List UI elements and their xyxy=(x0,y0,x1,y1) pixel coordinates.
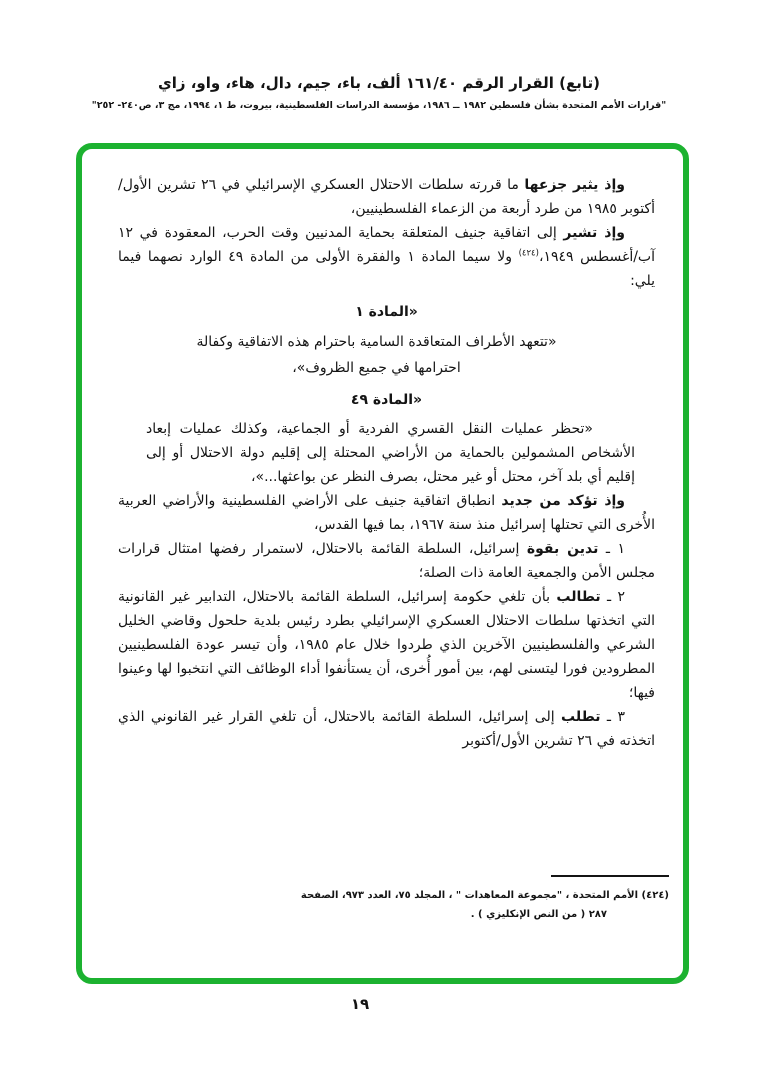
text-run: ما قررته سلطات الاحتلال العسكري الإسرائيلي في ٢٦ تشرين الأول/أكتوبر ١٩٨٥ من طرد أربعة من الزعماء الفلسطينيين، xyxy=(118,177,655,217)
document-title: (تابع) القرار الرقم ١٦١/٤٠ ألف، باء، جيم، دال، هاء، واو، زاي xyxy=(157,74,601,92)
article-49-heading xyxy=(118,388,655,412)
footnote-reference: (٤٢٤) xyxy=(518,248,539,259)
footnote-text-line1: (٤٢٤) الأمم المتحدة ، "مجموعة المعاهدات " ، المجلد ٧٥، العدد ٩٧٣، الصفحة xyxy=(300,890,669,901)
operative-paragraph-2 xyxy=(118,585,655,705)
content-frame xyxy=(76,143,689,984)
text-run: ١ ـ xyxy=(598,541,625,557)
paragraph-reaffirming xyxy=(118,489,655,537)
article-1-quote xyxy=(173,329,580,381)
paragraph-recalling-geneva xyxy=(118,221,655,293)
bold-phrase: «المادة ١ xyxy=(355,304,418,320)
text-run: انطباق اتفاقية جنيف على الأراضي الفلسطينية والأراضي العربية الأُخرى التي تحتلها إسرائيل منذ سنة ١٩٦٧، بما فيها القدس، xyxy=(118,493,655,533)
text-run: ولا سيما المادة ١ والفقرة الأولى من المادة ٤٩ الوارد نصهما فيما يلي: xyxy=(118,249,655,289)
bold-phrase: «المادة ٤٩ xyxy=(350,392,423,408)
footnote-text-line2: ٢٨٧ ( من النص الإنكليزي ) . xyxy=(470,909,607,920)
operative-paragraph-1 xyxy=(118,537,655,585)
footnote-separator-rule xyxy=(551,875,669,877)
bold-phrase: تطلب xyxy=(561,709,601,725)
operative-paragraph-3 xyxy=(118,705,655,753)
page-number: ١٩ xyxy=(350,995,370,1013)
text-run: بأن تلغي حكومة إسرائيل، السلطة القائمة بالاحتلال، التدابير غير القانونية التي اتخذتها سلطات الاحتلال العسكري الإسرائيلي بطرد رئيس بلدية حلحول وقاضي الخليل الشرعي والفلسطينيين الآخرين الذي طردوا خلال عام ١٩٨٥، وأن تيسر عودة الفلسطينيين المطرودين فورا ليتسنى لهم، بين أمور أُخرى، أن يستأنفوا أداء الوظائف التي انتخبوا لها وعينوا فيها؛ xyxy=(118,589,655,701)
document-body xyxy=(118,173,655,753)
document-source-citation: "قرارات الأمم المتحدة بشأن فلسطين ١٩٨٢ ــ ١٩٨٦، مؤسسة الدراسات الفلسطينية، بيروت، ط ١، ١٩٩٤، مج ٣، ص٢٤٠- ٢٥٢" xyxy=(91,100,667,111)
footnote xyxy=(122,875,669,924)
bold-phrase: تدين بقوة xyxy=(526,541,599,557)
document-header xyxy=(0,74,758,111)
text-run: «تتعهد الأطراف المتعاقدة السامية باحترام هذه الاتفاقية وكفالة احترامها في جميع الظروف»، xyxy=(196,334,557,376)
paragraph-alarmed xyxy=(118,173,655,221)
bold-phrase: وإذ تؤكد من جديد xyxy=(501,493,626,509)
text-run: إسرائيل، السلطة القائمة بالاحتلال، لاستمرار رفضها امتثال قرارات مجلس الأمن والجمعية العامة ذات الصلة؛ xyxy=(118,541,655,581)
article-1-heading xyxy=(118,300,655,324)
bold-phrase: وإذ يثير جزعها xyxy=(524,177,625,193)
bold-phrase: تطالب xyxy=(556,589,601,605)
bold-phrase: وإذ تشير xyxy=(563,225,625,241)
article-49-quote xyxy=(146,417,635,489)
text-run: «تحظر عمليات النقل القسري الفردية أو الجماعية، وكذلك عمليات إبعاد الأشخاص المشمولين بالحماية من الأراضي المحتلة إلى إقليم دولة الاحتلال أو إلى إقليم أي بلد آخر، محتل أو غير محتل، بصرف النظر عن بواعثها...»، xyxy=(146,421,635,485)
text-run: ٢ ـ xyxy=(600,589,625,605)
text-run: إلى إسرائيل، السلطة القائمة بالاحتلال، أن تلغي القرار غير القانوني الذي اتخذته في ٢٦ تشرين الأول/أكتوبر xyxy=(118,709,655,749)
text-run: إلى اتفاقية جنيف المتعلقة بحماية المدنيين وقت الحرب، المعقودة في ١٢ آب/أغسطس ١٩٤٩، xyxy=(118,225,656,265)
text-run: ٣ ـ xyxy=(600,709,625,725)
